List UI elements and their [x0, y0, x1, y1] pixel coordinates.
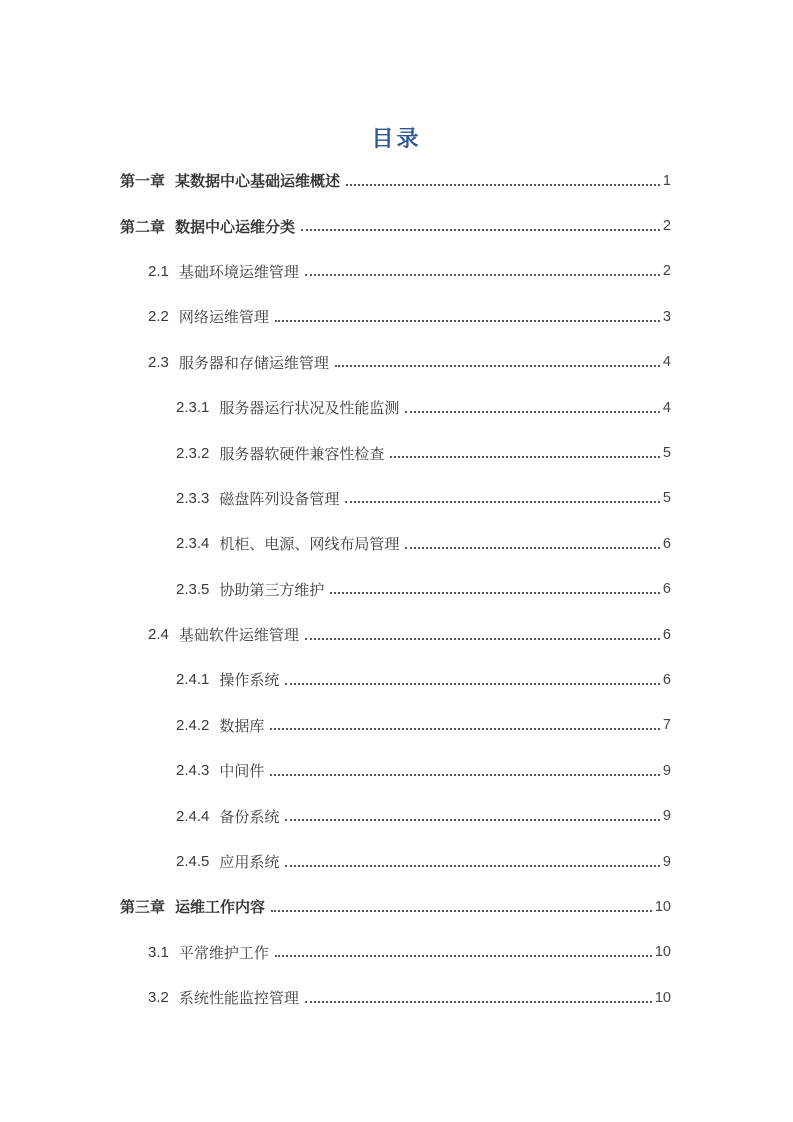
dot-leader — [271, 910, 652, 912]
toc-page-number: 9 — [662, 853, 671, 870]
toc-page-number: 2 — [662, 263, 671, 280]
dot-leader — [275, 320, 660, 322]
dot-leader — [285, 819, 660, 821]
toc-entry[interactable] — [120, 793, 671, 838]
toc-entry[interactable] — [120, 657, 671, 702]
toc-page-number: 9 — [662, 808, 671, 825]
dot-leader — [330, 592, 660, 594]
toc-entry-title: 服务器软硬件兼容性检查 — [219, 445, 385, 463]
toc-entry-title: 平常维护工作 — [178, 944, 269, 962]
dot-leader — [305, 1001, 652, 1003]
toc-entry-title: 数据库 — [219, 717, 265, 735]
toc-entry[interactable] — [120, 340, 671, 385]
toc-entry-number: 第一章 — [120, 173, 166, 191]
toc-page-number: 10 — [654, 898, 671, 915]
toc-entry[interactable] — [120, 748, 671, 793]
toc-entry[interactable] — [120, 203, 671, 248]
toc-entry[interactable] — [120, 294, 671, 339]
toc-entry[interactable] — [120, 385, 671, 430]
toc-entry-title: 系统性能监控管理 — [178, 990, 299, 1008]
toc-entry-number: 2.4.2 — [176, 716, 210, 734]
toc-entry-number: 2.4.4 — [176, 807, 210, 825]
toc-entry[interactable] — [120, 158, 671, 203]
toc-entry[interactable] — [120, 839, 671, 884]
toc-entry-number: 2.3.5 — [176, 580, 210, 598]
toc-page-number: 6 — [662, 626, 671, 643]
toc-entry-title: 中间件 — [219, 763, 265, 781]
toc-page-number: 6 — [662, 671, 671, 688]
toc-entry-title: 操作系统 — [219, 672, 280, 690]
toc-entry[interactable] — [120, 249, 671, 294]
toc-entry[interactable] — [120, 567, 671, 612]
toc-entry-number: 2.4.5 — [176, 853, 210, 871]
toc-entry-title: 某数据中心基础运维概述 — [175, 173, 341, 191]
toc-entry-title: 服务器运行状况及性能监测 — [219, 400, 400, 418]
toc-entry-number: 2.3.2 — [176, 444, 210, 462]
toc-page-number: 3 — [662, 308, 671, 325]
toc-entry[interactable] — [120, 930, 671, 975]
toc-entry[interactable] — [120, 884, 671, 929]
dot-leader — [305, 274, 660, 276]
toc-entry-number: 2.3.3 — [176, 489, 210, 507]
dot-leader — [305, 638, 660, 640]
dot-leader — [346, 184, 660, 186]
toc-entry-title: 协助第三方维护 — [219, 581, 325, 599]
toc-entry-title: 备份系统 — [219, 808, 280, 826]
toc-entry[interactable] — [120, 703, 671, 748]
dot-leader — [390, 456, 660, 458]
toc-entry-title: 应用系统 — [219, 854, 280, 872]
toc-page-number: 6 — [662, 581, 671, 598]
toc-entry-number: 2.1 — [148, 262, 169, 280]
dot-leader — [270, 728, 660, 730]
toc-entry[interactable] — [120, 612, 671, 657]
toc-page-number: 4 — [662, 399, 671, 416]
toc-entry[interactable] — [120, 521, 671, 566]
toc-entry-title: 数据中心运维分类 — [175, 218, 296, 236]
toc-page-number: 5 — [662, 445, 671, 462]
toc-page-number: 10 — [654, 989, 671, 1006]
toc-entry-title: 运维工作内容 — [175, 899, 266, 917]
dot-leader — [270, 774, 660, 776]
dot-leader — [405, 411, 660, 413]
toc-entry-title: 磁盘阵列设备管理 — [219, 490, 340, 508]
toc-page-number: 1 — [662, 172, 671, 189]
toc-entry[interactable] — [120, 430, 671, 475]
toc-page-number: 9 — [662, 762, 671, 779]
toc-heading: 目录 — [371, 126, 422, 151]
toc-entry-title: 网络运维管理 — [178, 309, 269, 327]
toc-entry[interactable] — [120, 975, 671, 1020]
toc-page-number: 4 — [662, 354, 671, 371]
toc-entry-number: 2.4.3 — [176, 762, 210, 780]
toc-entry-number: 3.1 — [148, 943, 169, 961]
toc-entry-number: 2.2 — [148, 308, 169, 326]
toc-entry[interactable] — [120, 476, 671, 521]
toc-page-number: 5 — [662, 490, 671, 507]
toc-page-number: 6 — [662, 535, 671, 552]
toc-entry-title: 服务器和存储运维管理 — [178, 354, 329, 372]
toc-entry-number: 2.3.4 — [176, 535, 210, 553]
dot-leader — [285, 865, 660, 867]
dot-leader — [285, 683, 660, 685]
toc-page-number: 10 — [654, 944, 671, 961]
toc-entry-number: 2.3 — [148, 353, 169, 371]
dot-leader — [405, 547, 660, 549]
toc-entry-title: 机柜、电源、网线布局管理 — [219, 536, 400, 554]
toc-page-number: 2 — [662, 218, 671, 235]
dot-leader — [301, 229, 660, 231]
dot-leader — [345, 501, 660, 503]
toc-entry-number: 第二章 — [120, 218, 166, 236]
toc-entry-number: 第三章 — [120, 899, 166, 917]
toc-list — [120, 158, 671, 1020]
toc-page-number: 7 — [662, 717, 671, 734]
toc-entry-number: 2.4 — [148, 626, 169, 644]
toc-entry-number: 2.4.1 — [176, 671, 210, 689]
dot-leader — [275, 955, 652, 957]
dot-leader — [335, 365, 660, 367]
toc-entry-title: 基础环境运维管理 — [178, 263, 299, 281]
toc-entry-number: 3.2 — [148, 989, 169, 1007]
toc-entry-title: 基础软件运维管理 — [178, 627, 299, 645]
toc-entry-number: 2.3.1 — [176, 399, 210, 417]
